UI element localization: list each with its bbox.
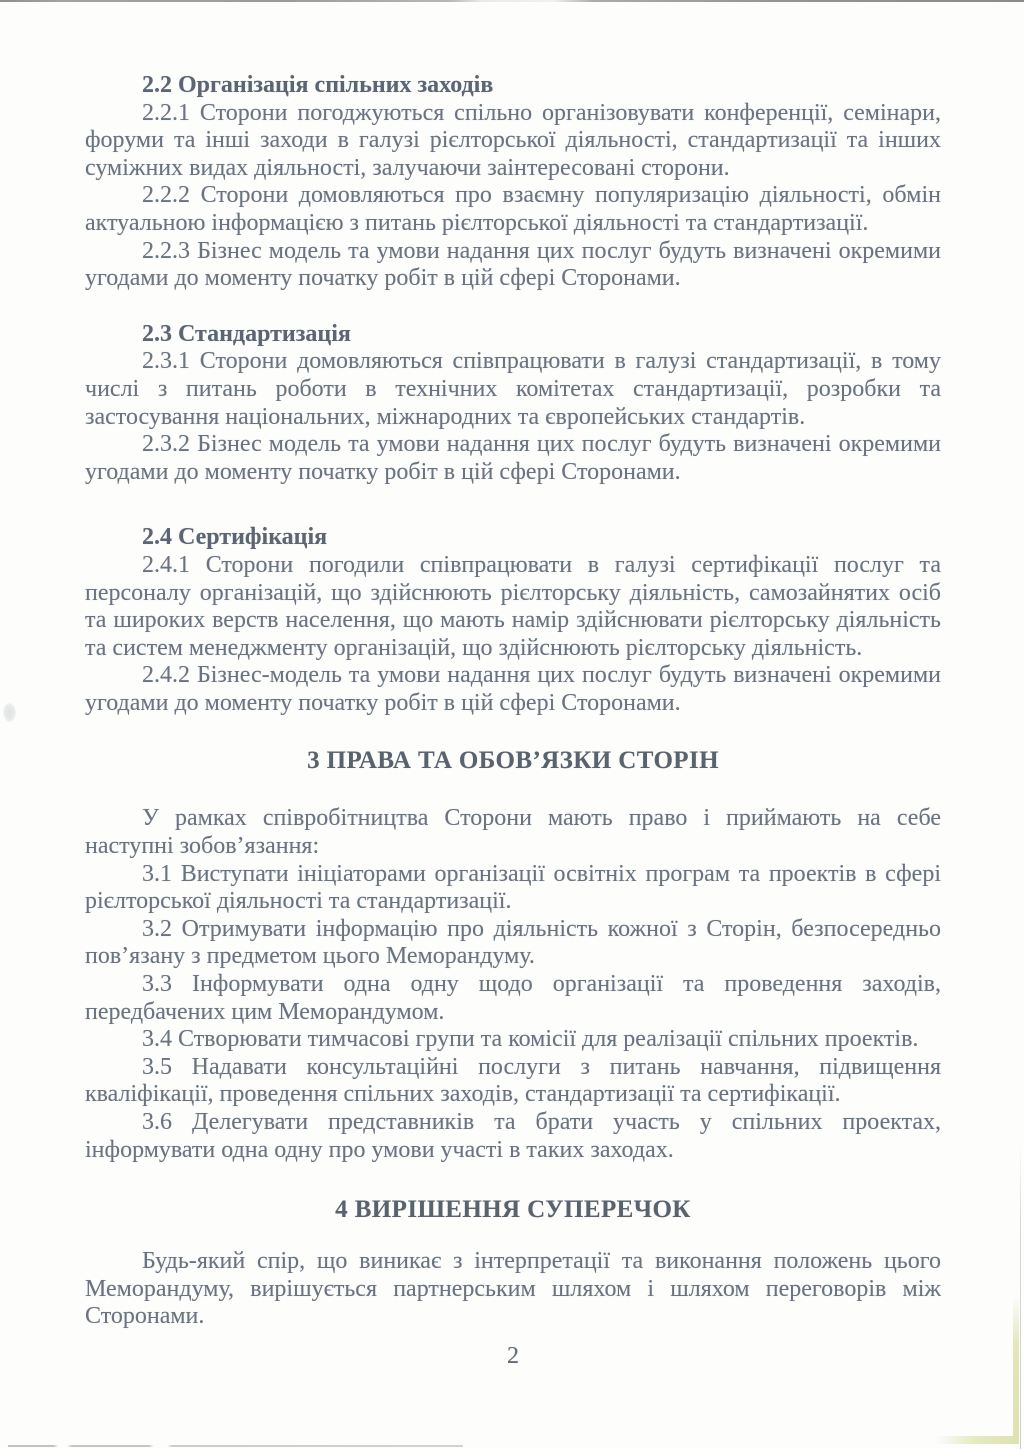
- scan-right-edge-tint: [1013, 1295, 1019, 1444]
- scan-right-edge-line: [1020, 1145, 1021, 1449]
- paragraph-2-4-1: 2.4.1 Сторони погодили співпрацювати в галузі сертифікації послуг та персоналу організацій, що здійснюють рієлторську діяльність, самозайнятих осіб та широких верств населення, що мають намір здійснювати рієлторську діяльність та систем менеджменту організацій, що здійснюють рієлторську діяльність.: [85, 551, 941, 661]
- paragraph-3-1: 3.1 Виступати ініціаторами організації освітніх програм та проектів в сфері рієлторської діяльності та стандартизації.: [85, 860, 941, 915]
- section-heading-2-4: 2.4 Сертифікація: [142, 524, 328, 551]
- scan-bottom-right-tint: [936, 1436, 1018, 1444]
- paragraph-3-intro: У рамках співробітництва Сторони мають право і приймають на себе наступні зобов’язання:: [85, 805, 941, 860]
- paragraph-3-5: 3.5 Надавати консультаційні послуги з питань навчання, підвищення кваліфікації, проведення спільних заходів, стандартизації та сертифікації.: [85, 1053, 941, 1108]
- paragraph-2-3-1: 2.3.1 Сторони домовляються співпрацювати в галузі стандартизації, в тому числі з питань роботи в технічних комітетах стандартизації, розробки та застосування національних, міжнародних та європейських стандартів.: [85, 348, 941, 430]
- document-text-block: [85, 72, 941, 1371]
- section-heading-2-2: 2.2 Організація спільних заходів: [142, 72, 494, 98]
- section-heading-4: 4 ВИРІШЕННЯ СУПЕРЕЧОК: [335, 1196, 691, 1224]
- page-number: 2: [507, 1342, 519, 1369]
- scan-top-edge-line: [0, 0, 1024, 2]
- section-heading-2-3: 2.3 Стандартизація: [142, 320, 351, 347]
- paragraph-3-3: 3.3 Інформувати одна одну щодо організації та проведення заходів, передбачених цим Меморандумом.: [85, 971, 941, 1025]
- paragraph-4-intro: Будь-який спір, що виникає з інтерпретації та виконання положень цього Меморандуму, вирішується партнерським шляхом і шляхом переговорів між Сторонами.: [85, 1248, 941, 1330]
- paragraph-2-2-3: 2.2.3 Бізнес модель та умови надання цих послуг будуть визначені окремими угодами до моменту початку робіт в цій сфері Сторонами.: [85, 237, 941, 292]
- section-heading-3: 3 ПРАВА ТА ОБОВ’ЯЗКИ СТОРІН: [307, 747, 719, 775]
- paragraph-2-3-2: 2.3.2 Бізнес модель та умови надання цих послуг будуть визначені окремими угодами до моменту початку робіт в цій сфері Сторонами.: [85, 431, 941, 485]
- paragraph-3-2: 3.2 Отримувати інформацію про діяльність кожної з Сторін, безпосередньо пов’язану з предметом цього Меморандуму.: [85, 915, 941, 970]
- paragraph-3-4: 3.4 Створювати тимчасові групи та комісії для реалізації спільних проектів.: [142, 1026, 919, 1053]
- paragraph-2-2-1: 2.2.1 Сторони погоджуються спільно організовувати конференції, семінари, форуми та інші заходи в галузі рієлторської діяльності, стандартизації та інших суміжних видах діяльності, залучаючи заінтересовані сторони.: [85, 99, 941, 181]
- paragraph-2-2-2: 2.2.2 Сторони домовляються про взаємну популяризацію діяльності, обмін актуальною інформацією з питань рієлторської діяльності та стандартизації.: [85, 182, 941, 236]
- scan-bottom-edge-line: [8, 1445, 463, 1447]
- scan-left-smudge: [3, 703, 16, 722]
- paragraph-3-6: 3.6 Делегувати представників та брати участь у спільних проектах, інформувати одна одну про умови участі в таких заходах.: [85, 1109, 941, 1163]
- paragraph-2-4-2: 2.4.2 Бізнес-модель та умови надання цих послуг будуть визначені окремими угодами до моменту початку робіт в цій сфері Сторонами.: [85, 662, 941, 716]
